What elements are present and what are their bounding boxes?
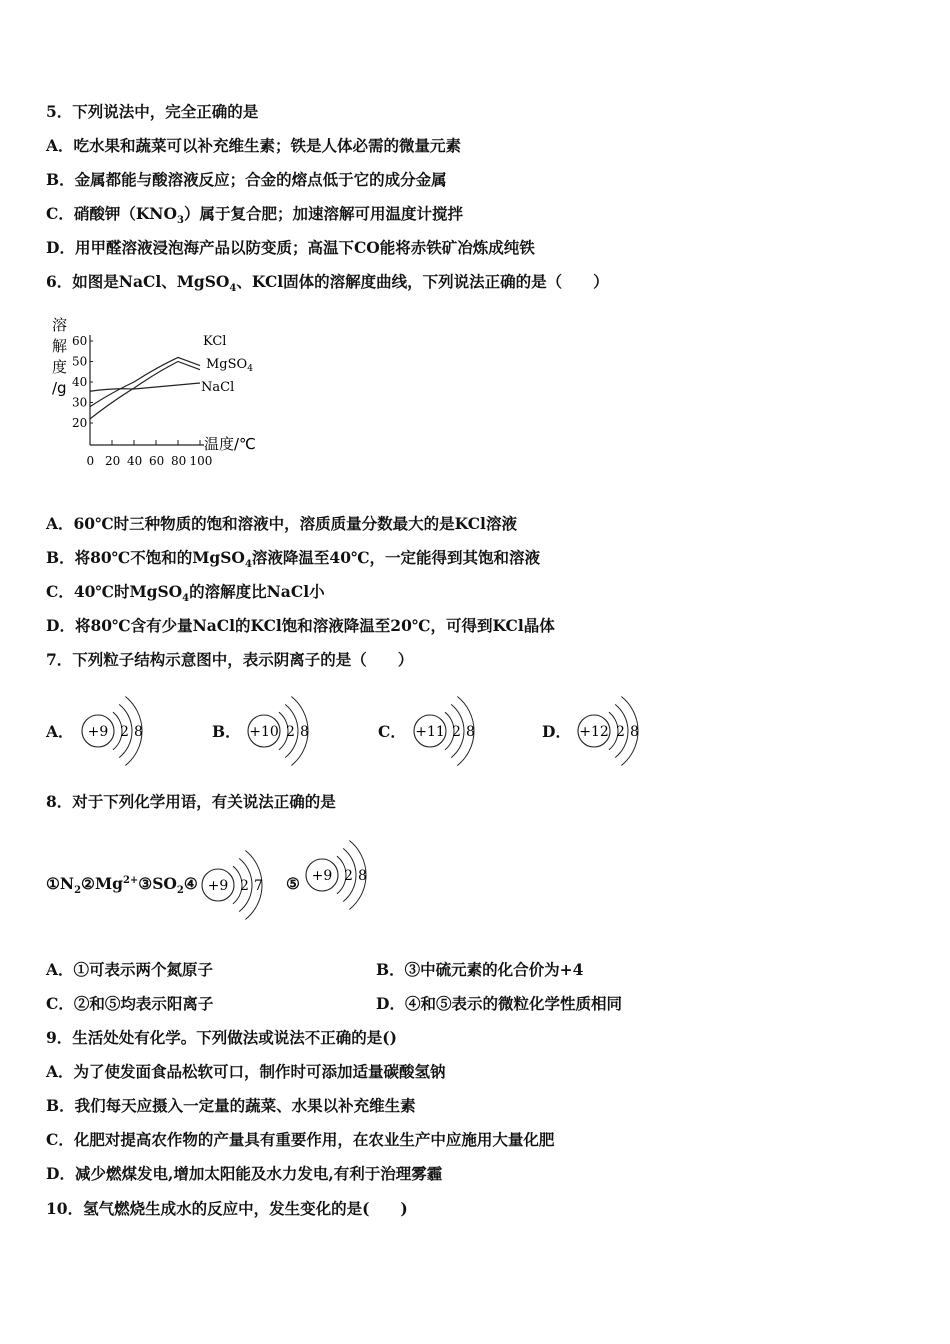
q6-option-c <box>46 582 325 609</box>
x-ticks <box>87 440 213 468</box>
q7-option-label: C． <box>378 722 406 741</box>
nucleus-charge: +9 <box>311 868 333 884</box>
q9-option-a: A．为了使发面食品松软可口，制作时可添加适量碳酸氢钠 <box>46 1062 446 1081</box>
q6-option-b-text: B．将80℃不饱和的MgSO <box>46 548 245 567</box>
x-axis-label: 温度/℃ <box>204 435 256 453</box>
y-axis-label-part: /g <box>52 379 67 397</box>
q8-symbol-1-sub: 2 <box>74 885 82 897</box>
q6-stem-text: 6．如图是NaCl、MgSO <box>46 272 230 291</box>
nucleus-charge: +9 <box>87 724 109 740</box>
electrons-shell-1: 2 <box>240 878 249 894</box>
q7-atom-diagram <box>242 686 332 776</box>
electrons-shell-2: 8 <box>134 724 143 740</box>
q8-atom-4-diagram <box>196 840 286 930</box>
y-tick-label: 50 <box>72 354 88 369</box>
electrons-shell-1: 2 <box>616 724 625 740</box>
series-line-mgso4 <box>90 362 200 419</box>
electrons-shell-1: 2 <box>344 868 353 884</box>
q6-option-c-sub: 4 <box>182 593 190 605</box>
nucleus-charge: +9 <box>207 878 229 894</box>
y-tick-label: 30 <box>72 395 88 410</box>
y-axis-label-part: 度 <box>52 358 68 376</box>
q8-symbol-1: ①N <box>46 874 75 893</box>
q9-option-c: C．化肥对提高农作物的产量具有重要作用，在农业生产中应施用大量化肥 <box>46 1130 555 1149</box>
q8-symbol-2-sup: 2+ <box>122 874 139 886</box>
q8-option-d: D．④和⑤表示的微粒化学性质相同 <box>376 994 622 1013</box>
electrons-shell-1: 2 <box>452 724 461 740</box>
legend-mgso4-sub: 4 <box>247 364 253 374</box>
y-axis-label <box>52 316 67 397</box>
q8-option-a: A．①可表示两个氮原子 <box>46 960 214 979</box>
nucleus-charge: +12 <box>579 724 609 740</box>
x-tick-label: 0 <box>86 454 95 468</box>
x-tick-label: 40 <box>127 454 143 468</box>
x-tick-label: 20 <box>105 454 121 468</box>
q8-symbol-3-sub: 2 <box>176 885 184 897</box>
electrons-shell-2: 7 <box>254 878 263 894</box>
y-tick-label: 60 <box>72 334 88 348</box>
q8-symbol-4: ④ <box>183 874 198 893</box>
y-tick-label: 40 <box>72 375 88 389</box>
q9-option-d: D．减少燃煤发电,增加太阳能及水力发电,有利于治理雾霾 <box>46 1164 443 1183</box>
q5-option-b: B．金属都能与酸溶液反应；合金的熔点低于它的成分金属 <box>46 170 447 189</box>
q5-option-a: A．吃水果和蔬菜可以补充维生素；铁是人体必需的微量元素 <box>46 136 462 155</box>
electrons-shell-2: 8 <box>358 868 367 884</box>
q7-option-label: A． <box>46 722 74 741</box>
q8-symbol-3: ③SO <box>138 874 177 893</box>
q8-symbol-5: ⑤ <box>286 874 300 893</box>
solubility-chart <box>46 310 276 475</box>
electrons-shell-2: 8 <box>630 724 639 740</box>
x-tick-label: 60 <box>149 454 165 468</box>
q5-option-c-text2: ）属于复合肥；加速溶解可用温度计搅拌 <box>183 204 463 223</box>
q7-option-label: D． <box>542 722 571 741</box>
q7-atom-diagram <box>572 686 662 776</box>
legend-kcl: KCl <box>203 334 227 349</box>
q8-stem: 8．对于下列化学用语，有关说法正确的是 <box>46 792 336 811</box>
y-axis-label-part: 解 <box>52 337 68 355</box>
y-axis-label-part: 溶 <box>52 316 68 334</box>
q8-option-c: C．②和⑤均表示阳离子 <box>46 994 214 1013</box>
q6-option-b-sub: 4 <box>244 559 252 571</box>
x-tick-label: 80 <box>171 454 187 468</box>
nucleus-charge: +11 <box>415 724 445 740</box>
q8-option-b: B．③中硫元素的化合价为+4 <box>376 960 584 979</box>
electrons-shell-2: 8 <box>300 724 309 740</box>
q6-stem-text2: 、KCl固体的溶解度曲线，下列说法正确的是（ ） <box>236 272 609 291</box>
chart-series <box>90 357 200 419</box>
y-tick-label: 20 <box>72 416 88 430</box>
q10-stem: 10．氢气燃烧生成水的反应中，发生变化的是( ) <box>46 1199 408 1218</box>
q8-atom-5-diagram <box>300 830 390 920</box>
series-line-kcl <box>90 357 200 406</box>
q5-option-c <box>46 204 463 231</box>
legend-nacl: NaCl <box>201 380 235 395</box>
q5-option-d: D．用甲醛溶液浸泡海产品以防变质；高温下CO能将赤铁矿冶炼成纯铁 <box>46 238 535 257</box>
q6-option-a: A．60℃时三种物质的饱和溶液中，溶质质量分数最大的是KCl溶液 <box>46 514 517 533</box>
q8-symbol-2: ②Mg <box>81 874 123 893</box>
q9-option-b: B．我们每天应摄入一定量的蔬菜、水果以补充维生素 <box>46 1096 416 1115</box>
q8-symbols <box>46 874 198 896</box>
q6-option-b-text2: 溶液降温至40℃，一定能得到其饱和溶液 <box>251 548 541 567</box>
nucleus-charge: +10 <box>249 724 279 740</box>
q5-option-c-sub: 3 <box>176 215 184 227</box>
q6-stem <box>46 272 609 299</box>
electrons-shell-2: 8 <box>466 724 475 740</box>
q7-atom-diagram <box>408 686 498 776</box>
q7-stem: 7．下列粒子结构示意图中，表示阴离子的是（ ） <box>46 650 414 669</box>
x-tick-label: 100 <box>189 454 213 468</box>
electrons-shell-1: 2 <box>120 724 129 740</box>
q7-option-label: B． <box>212 722 241 741</box>
electrons-shell-1: 2 <box>286 724 295 740</box>
legend-mgso4-text: MgSO <box>206 357 248 372</box>
series-line-nacl <box>90 383 200 391</box>
q7-atom-diagram <box>76 686 166 776</box>
q5-option-c-text: C．硝酸钾（KNO <box>46 204 177 223</box>
q9-stem: 9．生活处处有化学。下列做法或说法不正确的是() <box>46 1028 397 1047</box>
q6-option-c-text: C．40℃时MgSO <box>46 582 183 601</box>
q6-option-d: D．将80℃含有少量NaCl的KCl饱和溶液降温至20℃，可得到KCl晶体 <box>46 616 555 635</box>
q6-stem-sub: 4 <box>229 283 237 295</box>
legend-mgso4 <box>206 357 253 374</box>
q5-stem: 5．下列说法中，完全正确的是 <box>46 102 259 121</box>
q6-option-b <box>46 548 540 575</box>
q6-option-c-text2: 的溶解度比NaCl小 <box>189 582 325 601</box>
